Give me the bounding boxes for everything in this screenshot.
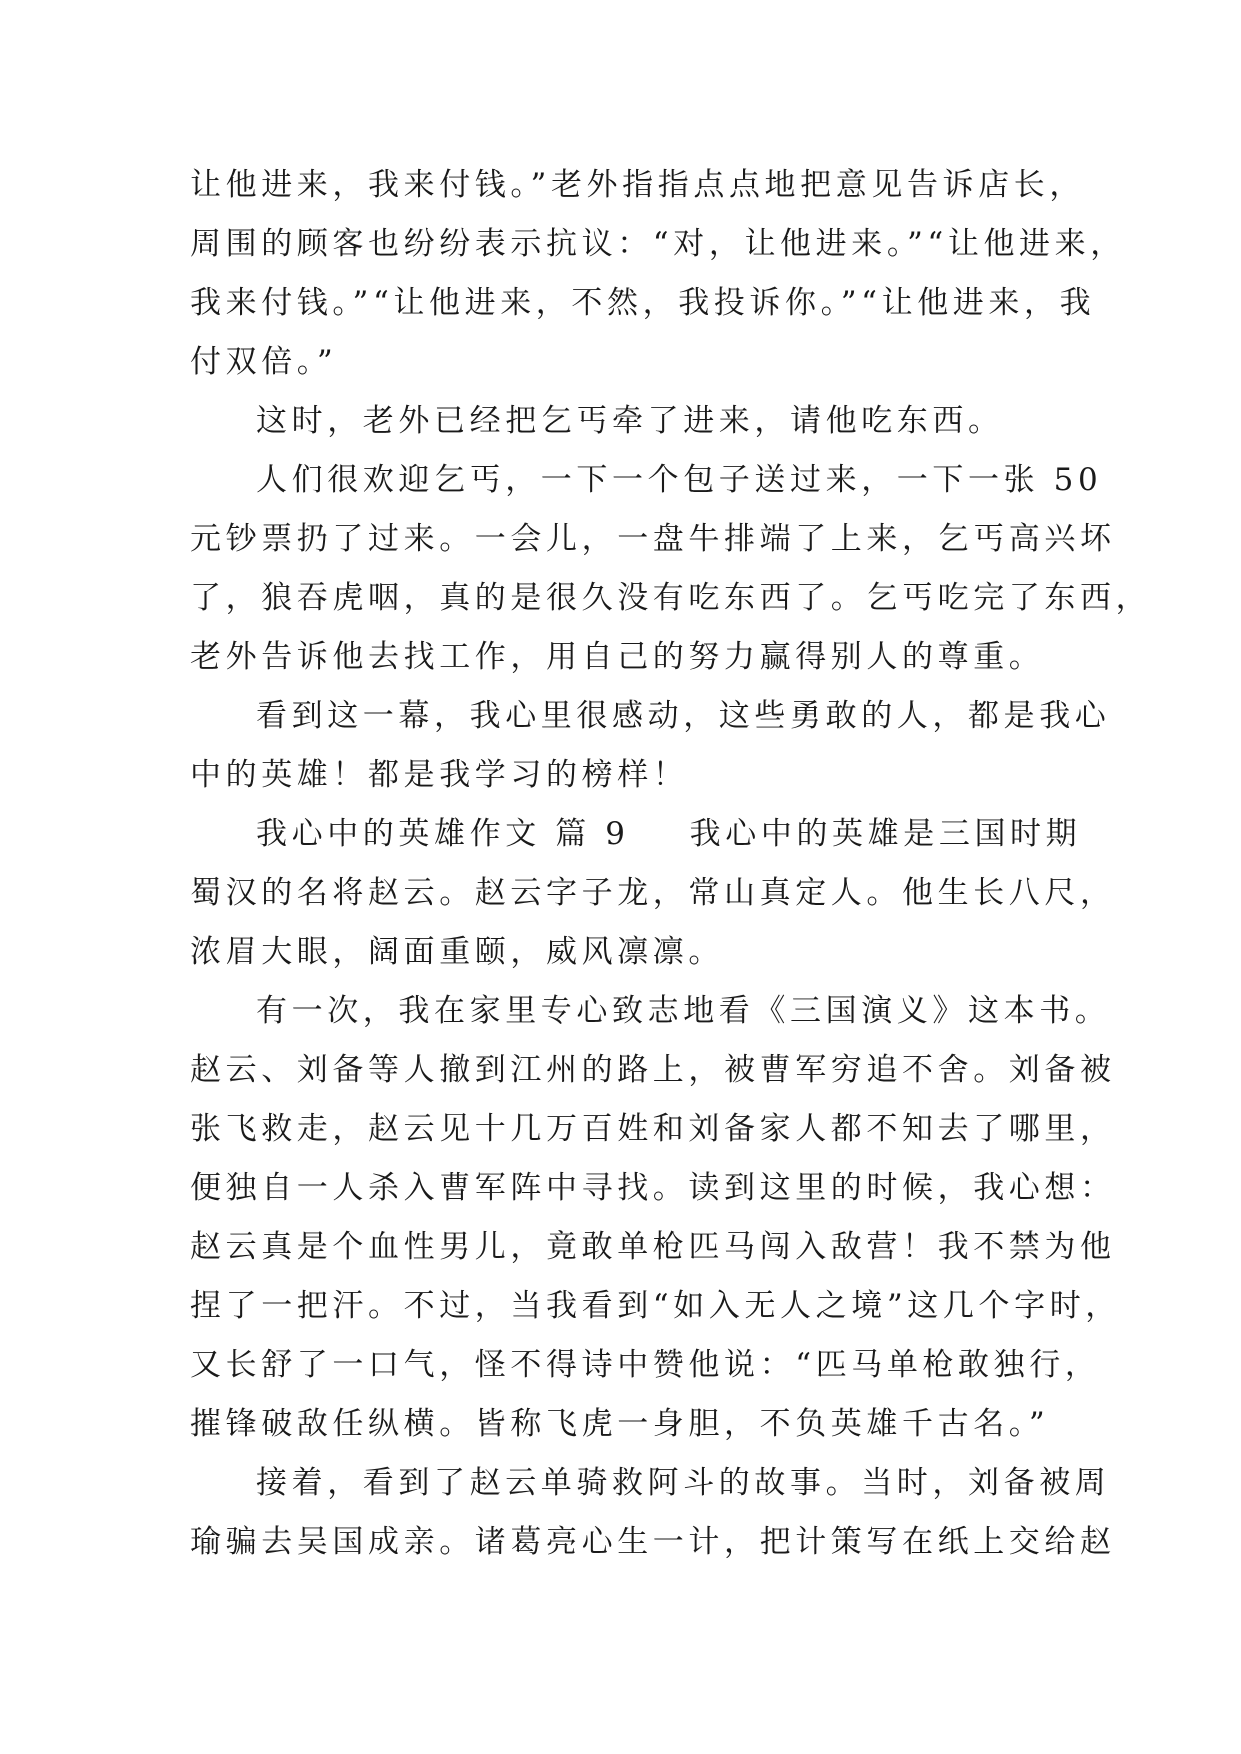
section-first-line: 我心中的英雄是三国时期 [689, 816, 1082, 852]
text-line: 接着，看到了赵云单骑救阿斗的故事。当时，刘备被周 [256, 1465, 1111, 1501]
body-text [190, 156, 1152, 1572]
text-line: 又长舒了一口气，怪不得诗中赞他说：“匹马单枪敢独行， [190, 1347, 1101, 1383]
text-line: 我来付钱。”“让他进来，不然，我投诉你。”“让他进来，我 [190, 285, 1096, 321]
text-line: 周围的顾客也纷纷表示抗议：“对，让他进来。”“让他进来， [190, 226, 1126, 262]
text-line: 中的英雄！都是我学习的榜样！ [190, 757, 689, 793]
text-line: 蜀汉的名将赵云。赵云字子龙，常山真定人。他生长八尺， [190, 875, 1116, 911]
text-line: 瑜骗去吴国成亲。诸葛亮心生一计，把计策写在纸上交给赵 [190, 1524, 1116, 1560]
section-heading-line [190, 805, 1082, 864]
text-line: 这时，老外已经把乞丐牵了进来，请他吃东西。 [256, 403, 1004, 439]
text-line: 人们很欢迎乞丐，一下一个包子送过来，一下一张 50 [256, 462, 1103, 498]
text-line: 让他进来，我来付钱。”老外指指点点地把意见告诉店长， [190, 167, 1085, 203]
text-line: 老外告诉他去找工作，用自己的努力赢得别人的尊重。 [190, 639, 1045, 675]
text-line: 赵云真是个血性男儿，竟敢单枪匹马闯入敌营！我不禁为他 [190, 1229, 1116, 1265]
text-line: 赵云、刘备等人撤到江州的路上，被曹军穷追不舍。刘备被 [190, 1052, 1116, 1088]
text-line: 元钞票扔了过来。一会儿，一盘牛排端了上来，乞丐高兴坏 [190, 521, 1116, 557]
text-line: 摧锋破敌任纵横。皆称飞虎一身胆，不负英雄千古名。” [190, 1406, 1050, 1442]
text-line: 看到这一幕，我心里很感动，这些勇敢的人，都是我心 [256, 698, 1111, 734]
text-line: 有一次，我在家里专心致志地看《三国演义》这本书。 [256, 993, 1111, 1029]
text-line: 浓眉大眼，阔面重颐，威风凛凛。 [190, 934, 724, 970]
text-line: 捏了一把汗。不过，当我看到“如入无人之境”这几个字时， [190, 1288, 1121, 1324]
text-line: 了，狼吞虎咽，真的是很久没有吃东西了。乞丐吃完了东西， [190, 580, 1152, 616]
text-line: 付双倍。” [190, 344, 338, 380]
text-line: 张飞救走，赵云见十几万百姓和刘备家人都不知去了哪里， [190, 1111, 1116, 1147]
section-heading: 我心中的英雄作文 篇 9 [256, 816, 630, 852]
text-line: 便独自一人杀入曹军阵中寻找。读到这里的时候，我心想： [190, 1170, 1116, 1206]
